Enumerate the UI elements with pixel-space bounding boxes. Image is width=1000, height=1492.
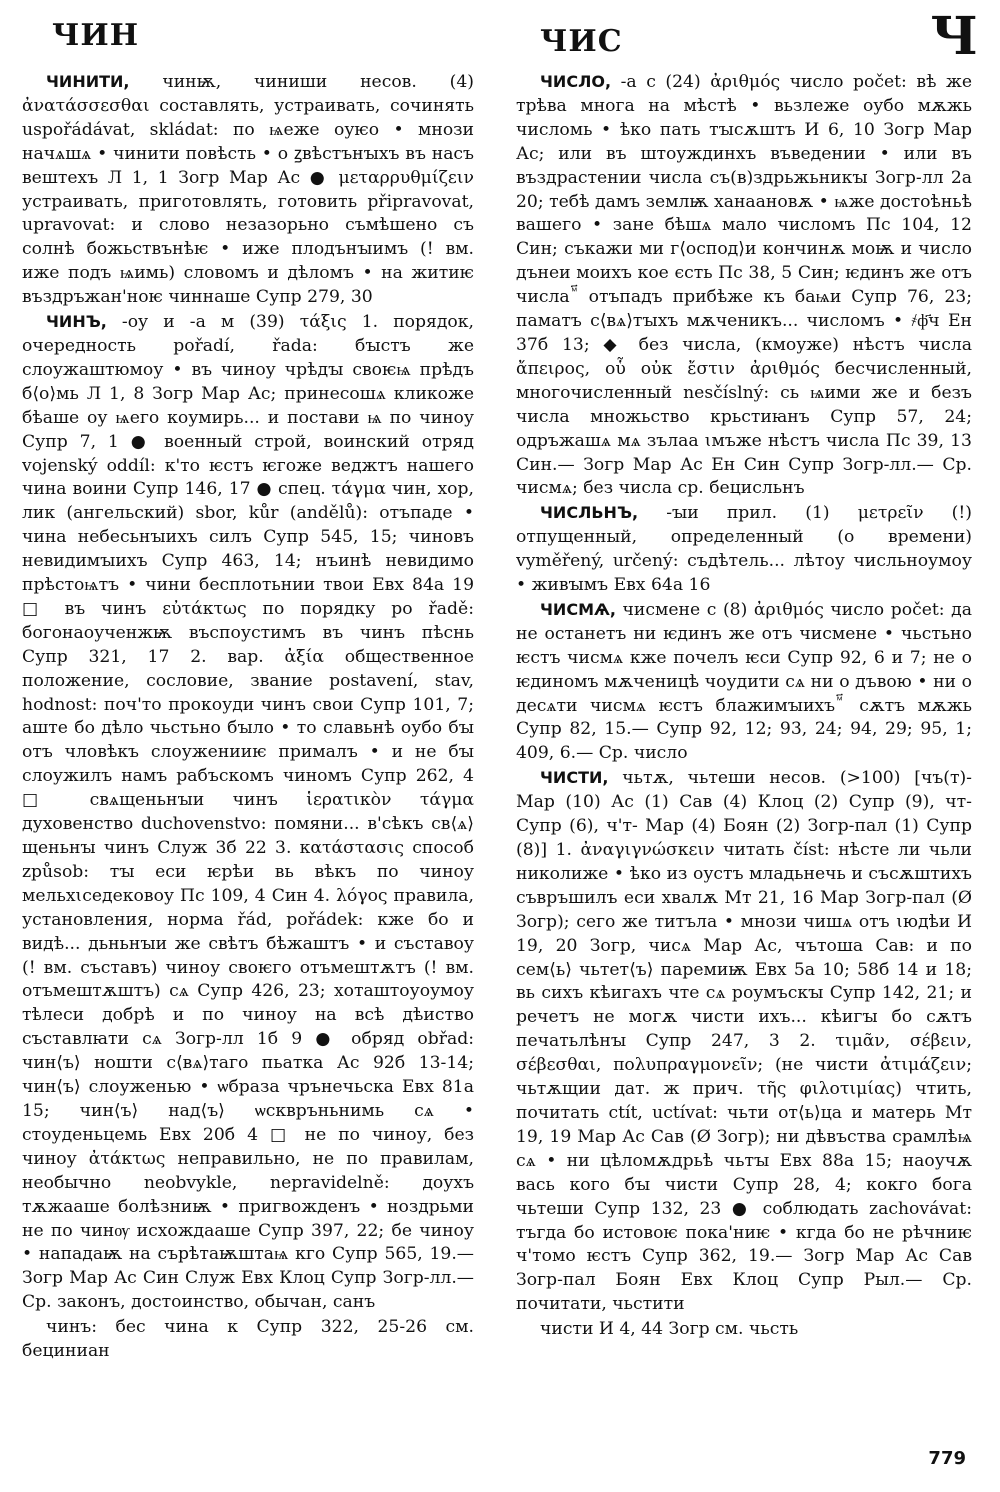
entry-headword: ЧИСМѦ, [540, 599, 616, 619]
dictionary-entry [22, 1315, 474, 1364]
entry-body: чисти И 4, 44 Зогр см. чьсть [540, 1319, 799, 1340]
dictionary-entry [22, 310, 474, 1315]
dictionary-entry [22, 70, 474, 310]
entry-headword: ЧИСТИ, [540, 768, 609, 788]
entry-body: чинѭ, чиниши несов. (4) ἀνατάσσεσθαι составлять, устраивать, сочинять uspořádávat, skládat: по ѩеже оуѥо • мнози начѧшѧ • чинити повѣсть • о ꙁвѣстънꙑхъ въ насъ вештехъ Л 1, 1 Зогр Мар Ас ● μεταρρυθμίζειν устраивать, приготовлять, готовить připravovat, upravovat: и слово незазорьно съмѣшено съ солнѣ божьствънѣѥ • иже плодънꙑимъ (! вм. иже подъ ѩимь) словомъ и дѣломъ • на житиѥ въздръжан'ноѥ чиннаше Супр 279, 30 [22, 72, 474, 308]
dictionary-entry [516, 598, 972, 766]
entry-body: чинъ: бес чина к Супр 322, 25-26 см. бециниан [22, 1317, 474, 1362]
entry-body: чисмене с (8) ἀριθμός число počet: да не останетъ ни ѥдинъ же отъ чисмене • чьстьно ѥстъ чисмѧ кже почелъ ѥси Супр 92, 6 и 7; не о ѥдиномъ мѫченицѣ чоудити сѧ ни о дъвою • ни о десѧти чисмѧ ѥстъ блажимꙑихъ ⷨ҃ сѫтъ мѫжь Супр 82, 15.— Супр 92, 12; 93, 24; 94, 29; 95, 1; 409, 6.— Ср. число [516, 599, 972, 764]
dictionary-entry [516, 70, 972, 501]
entry-body: -ꙑи прил. (1) μετρεῖν (!) отпущенный, определенный (о времени) vyměřený, určený: съдѣтель... лѣтоу числьноумоу • живꙑмъ Евх 64а 16 [516, 503, 972, 596]
entry-headword: ЧИНЪ, [46, 312, 107, 332]
entry-headword: ЧИСЛО, [540, 72, 612, 91]
entry-body: чьтѫ, чьтеши несов. (>100) [чъ(т)- Мар (10) Ас (1) Сав (4) Клоц (2) Супр (9), чт- Супр (6), ч'т- Мар (4) Боян (2) Зогр-пал (1) Супр (8)] 1. ἀναγιγνώσκειν читать číst: нѣсте ли чьли николиже • ѣко из оустъ младьнечь и съсѫштихъ съвръшилъ еси хвалѫ Мт 21, 16 Мар Зогр-пал (Ø Зогр); сего же титъла • мнози чишѧ отъ ꙇюдѣи И 19, 20 Зогр, чисѧ Мар Ас, чътоша Сав: и по сем⟨ь⟩ чьтет⟨ъ⟩ паремиѭ Евх 5а 10; 58б 14 и 18; вь сихъ кѣигахъ чте сѧ роумъскꙑ Супр 142, 21; и речетъ не могѫ чисти ихъ... кѣигꙑ бо сѫтъ печатьлѣнꙑ Супр 247, 3 2. τιμᾶν, σέβειν, σέβεσθαι, πολυπραγμονεῖν; (не чисти ἀτιμάζειν; чьтѫщии дат. ж прич. τῆς φιλοτιμίας) чтить, почитать ctít, uctívat: чьти от⟨ь⟩ца и матерь Мт 19, 19 Мар Ас Сав (Ø Зогр); ни дѣвъства срамлѣѩ сѧ • ни цѣломѫдрьѣ чьтꙑ Евх 88а 15; наоучѫ вась кого бꙑ чисти Супр 28, 4; кокго бога чьтеши Супр 132, 23 ● соблюдать zachovávat: тъгда бо истовоѥ пока'ниѥ • кгда бо не рѣчниѥ ч'томо ѥстъ Супр 362, 19.— Зогр Мар Ас Сав Зогр-пал Боян Евх Клоц Супр Рыл.— Ср. почитати, чьстити [516, 768, 972, 1315]
page-number: 779 [928, 1448, 966, 1469]
dictionary-entry [516, 1317, 972, 1342]
dictionary-entry [516, 766, 972, 1317]
right-column [516, 70, 972, 1450]
section-letter: Ч [930, 6, 978, 67]
entry-body: -оу и -а м (39) τάξις 1. порядок, очередность pořadí, řada: бꙑстъ же слоужаштюмоу • въ чиноу чрѣдꙑ своѥѩ прѣдъ б⟨о⟩мь Л 1, 8 Зогр Мар Ас; принесошѧ кликоже бѣаше оу ѩего коумирь... и постави ѩ по чиноу Супр 7, 1 ● военный строй, воинский отряд vojenský oddíl: к'то ѥстъ ѥгоже веджтъ нашего чина воини Супр 146, 17 ● спец. τάγμα чин, хор, лик (ангельский) sbor, kůr (andělů): отъпаде • чина небесьнꙑихъ силъ Супр 545, 15; чиновъ невидимꙑихъ Супр 463, 14; нъинѣ невидимо прѣстоѩтъ • чини бесплотьнии твои Евх 84а 19 □ въ чинъ εὐτάκτως по порядку po řadě: богонаоученжѭ въспоустимъ въ чинъ пѣснь Супр 321, 17 2. вар. ἀξία общественное положение, сословие, звание postavení, stav, hodnost: поч'то прокоуди чинъ свои Супр 101, 7; аште бо дѣло чьстьно бꙑло • то славьнѣ оубо бꙑ отъ чловѣкъ слоуженииѥ прималъ • и не бꙑ слоужилъ намъ рабъскомъ чиномъ Супр 262, 4 □ свѧщеньнꙑи чинъ ἱερατικὸν τάγμα духовенство duchovenstvo: помяни... в'сѣкъ св⟨ѧ⟩щеньнꙑ чинъ Служ 3б 22 3. κατάστασις способ způsob: тꙑ еси ѥрѣи вь вѣкъ по чиноу мельхꙇседековоу Пс 109, 4 Син 4. λόγος правила, установления, норма řád, pořádek: кже бо и видѣ... дьньнꙑи же свѣтъ бѣжаштъ • и съставоу (! вм. съставъ) чиноу своѥго отъмештѫтъ (! вм. отъмештѫштъ) сѧ Супр 426, 23; хоташтоуоумоу тѣлеси добрѣ и по чиноу на всѣ дѣиство съставлꙗти сѧ Зогр-лл 1б 9 ● обряд obřad: чин⟨ъ⟩ ношти с⟨вѧ⟩таго пьатка Ас 92б 13-14; чин⟨ъ⟩ слоуженью • ѡбраза чрънечьска Евх 81а 15; чин⟨ъ⟩ над⟨ъ⟩ ѡсквръньнимь сѧ • стоуденьцемь Евх 20б 4 □ не по чиноу, без чиноу ἀτάκτως неправильно, не по правилам, необычно neobvykle, nepravidelně: доухъ тѫжааше болѣзниѭ • пригвожденъ • ноздрьми не по чинѹ исхождааше Супр 397, 22; бе чиноу • нападаѭ на сърѣтаѭштаѩ кго Супр 565, 19.— Зогр Мар Ас Син Служ Евх Клоц Супр Зогр-лл.— Ср. законъ, достоинство, обычан, санъ [22, 312, 474, 1313]
entry-headword: ЧИНИТИ, [46, 72, 130, 91]
running-head-left: ЧИН [52, 18, 140, 53]
entry-headword: ЧИСЛЬНЪ, [540, 503, 639, 523]
running-head-center: ЧИС [540, 24, 623, 59]
entry-body: -а с (24) ἀριθμός число počet: вѣ же трѣва многа на мѣстѣ • вьзлеже оубо мѫжь числомь • ѣко пать тꙑсѫштъ И 6, 10 Зогр Мар Ас; или въ штоуждинхъ въведении • или въ въздрастении числа съ(в)здрьжьникꙑ Зогр-лл 2а 20; тебѣ дамъ землѭ ханаановѫ • ѩже достоѣньѣ вашего • зане бѣшѧ мало числомъ Пс 104, 12 Син; съкажи ми г⟨оспод⟩и кончинѫ моѭ и число дънеи моихъ кое єсть Пс 38, 5 Син; ѥдинъ же отъ числа ⷨ҃ отъпадъ прибѣже къ баѩи Супр 76, 23; паматъ с⟨вѧ⟩тꙑхъ мѫченикъ... числомъ • ҂ф҃ч Ен 37б 13; ◆ без числа, (кмоуже) нѣстъ числа ἄπειρος, οὗ οὐκ ἔστιν ἀριθμός бесчисленный, многочисленный nesčíslný: сь ѩими же и безъ числа множьство крьстиꙗнъ Супр 57, 24; одръжашѧ мѧ зълаа ꙇмъже нѣстъ числа Пс 39, 13 Син.— Зогр Мар Ас Ен Син Супр Зогр-лл.— Ср. чисмѧ; без числа ср. бецисльнъ [516, 72, 972, 499]
left-column [22, 70, 474, 1450]
dictionary-entry [516, 501, 972, 598]
